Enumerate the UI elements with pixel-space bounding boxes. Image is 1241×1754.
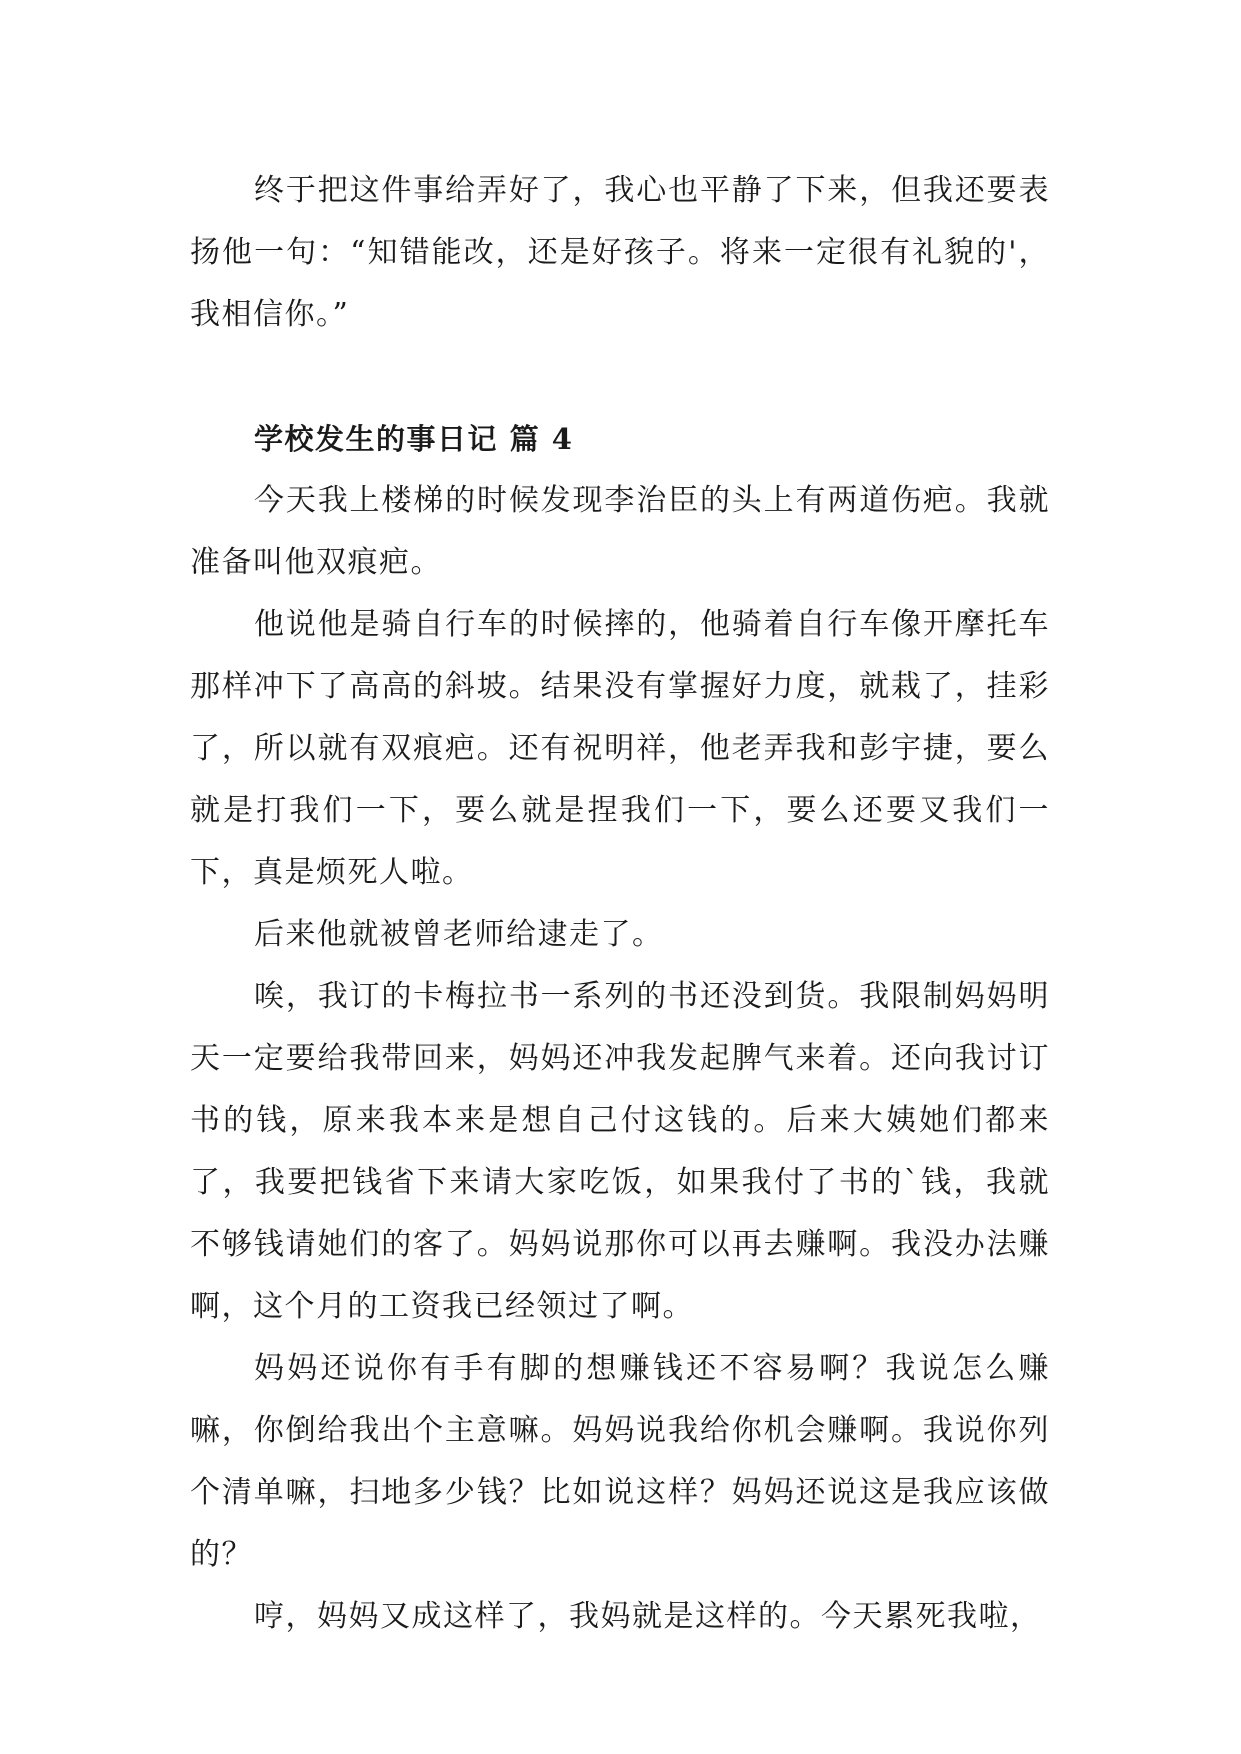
paragraph: 他说他是骑自行车的时候摔的，他骑着自行车像开摩托车那样冲下了高高的斜坡。结果没有掌握好力度，就栽了，挂彩了，所以就有双痕疤。还有祝明祥，他老弄我和彭宇捷，要么就是打我们一下，要么就是捏我们一下，要么还要叉我们一下，真是烦死人啦。 xyxy=(190,607,1050,890)
section-title: 学校发生的事日记 篇 4 xyxy=(254,422,574,456)
paragraph: 唉，我订的卡梅拉书一系列的书还没到货。我限制妈妈明天一定要给我带回来，妈妈还冲我发起脾气来着。还向我讨订书的钱，原来我本来是想自己付这钱的。后来大姨她们都来了，我要把钱省下来请大家吃饭，如果我付了书的`钱，我就不够钱请她们的客了。妈妈说那你可以再去赚啊。我没办法赚啊，这个月的工资我已经领过了啊。 xyxy=(190,979,1050,1324)
paragraph: 今天我上楼梯的时候发现李治臣的头上有两道伤疤。我就准备叫他双痕疤。 xyxy=(190,483,1050,580)
paragraph: 哼，妈妈又成这样了，我妈就是这样的。今天累死我啦， xyxy=(254,1599,1042,1634)
document-page xyxy=(190,160,1050,1648)
paragraph: 终于把这件事给弄好了，我心也平静了下来，但我还要表扬他一句：“知错能改，还是好孩子。将来一定很有礼貌的'，我相信你。” xyxy=(190,173,1050,332)
paragraph: 后来他就被曾老师给逮走了。 xyxy=(254,917,664,952)
paragraph: 妈妈还说你有手有脚的想赚钱还不容易啊？我说怎么赚嘛，你倒给我出个主意嘛。妈妈说我给你机会赚啊。我说你列个清单嘛，扫地多少钱？比如说这样？妈妈还说这是我应该做的？ xyxy=(190,1351,1050,1572)
